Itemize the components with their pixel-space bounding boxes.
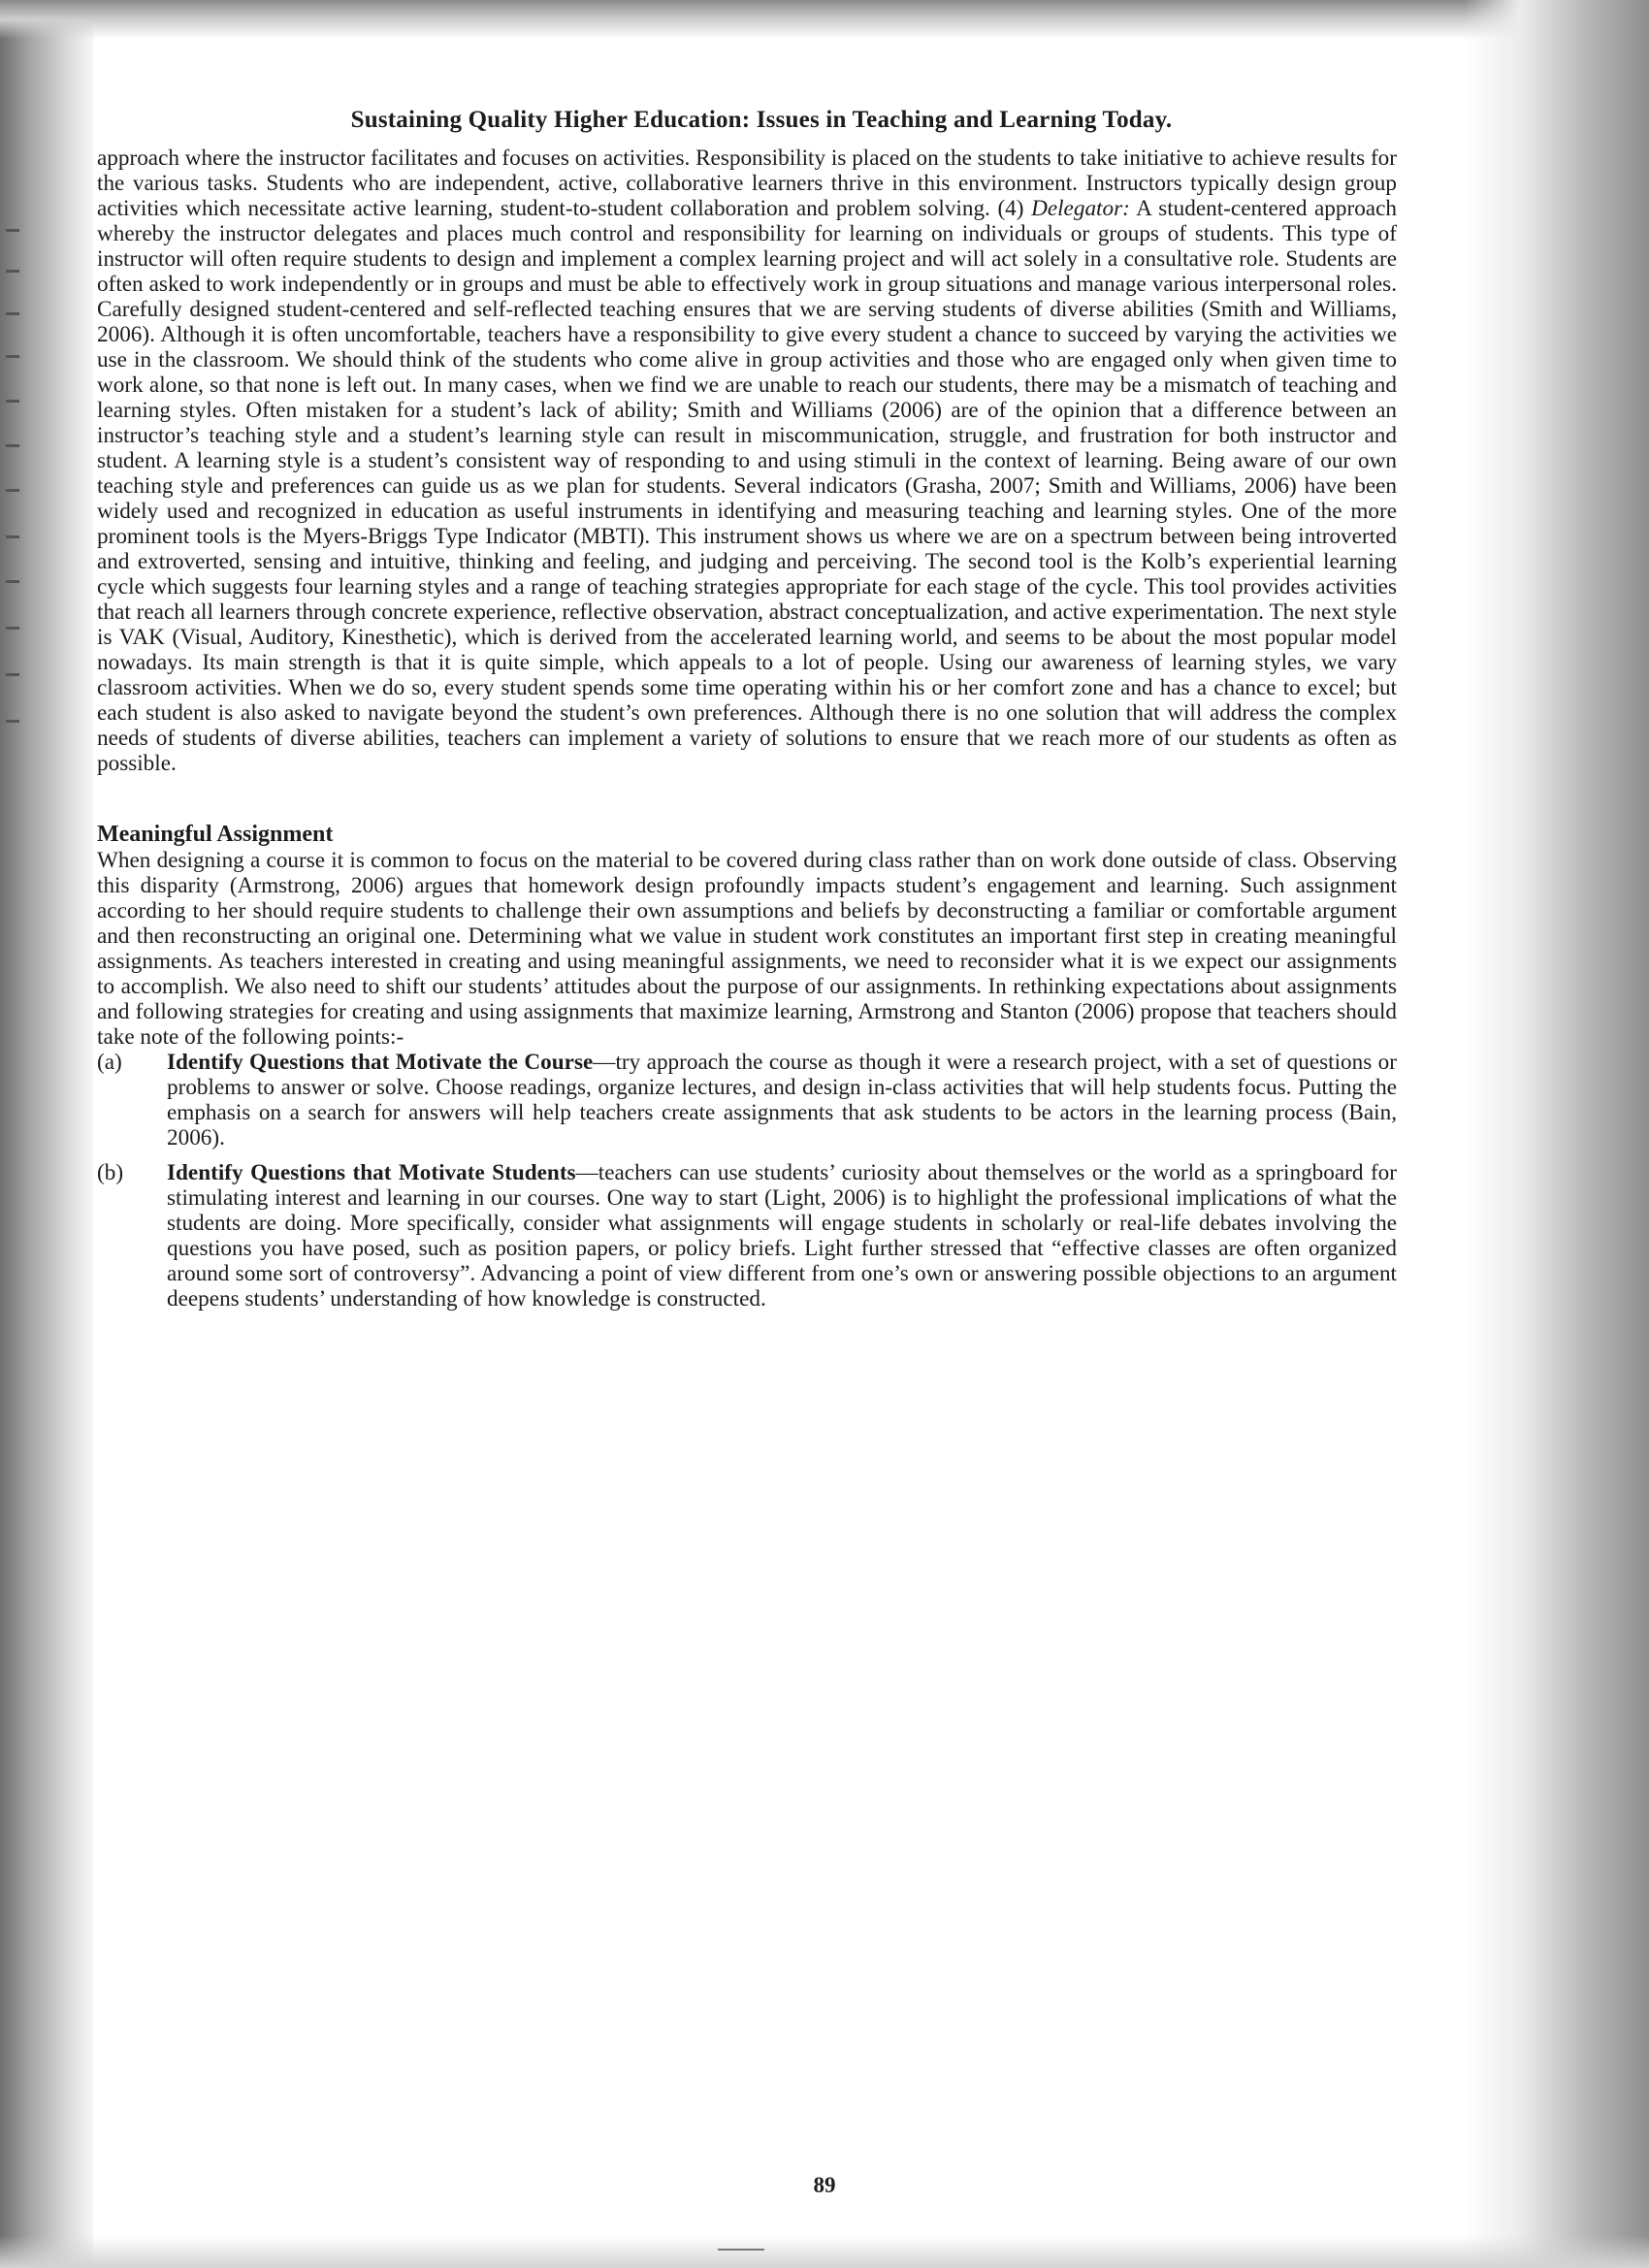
list-marker: (a) (97, 1050, 122, 1075)
margin-mark (6, 489, 19, 492)
list-item-lead: Identify Questions that Motivate Students (167, 1160, 576, 1185)
scan-shadow-bottom (0, 2235, 1649, 2268)
margin-mark (6, 270, 19, 273)
margin-mark (6, 580, 19, 583)
scan-shadow-left (0, 0, 93, 2268)
margin-mark (6, 720, 19, 723)
delegator-term: Delegator: (1031, 196, 1130, 221)
list-item-text: —try approach the course as though it were a research project, with a set of questions or problems to answer or solve. Choose readings, organize lectures, and design in-class activities that will help students focus. Putting the emphasis on a search for answers will help teachers create assignments that ask students to be actors in the learning process (Bain, 2006). (167, 1050, 1397, 1150)
margin-mark (6, 312, 19, 315)
body-paragraph-1 (97, 146, 1397, 776)
list-item-text: —teachers can use students’ curiosity about themselves or the world as a springboard for stimulating interest and learning in our courses. One way to start (Light, 2006) is to highlight the professional implications of what the students are doing. More specifically, consider what assignments will engage students in scholarly or real-life debates involving the questions you have posed, such as position papers, or policy briefs. Light further stressed that “effective classes are often organized around some sort of controversy”. Advancing a point of view different from one’s own or answering possible objections to an argument deepens students’ understanding of how knowledge is constructed. (167, 1160, 1397, 1312)
section-heading: Meaningful Assignment (97, 822, 334, 847)
points-list (97, 1050, 1397, 1312)
list-item (97, 1050, 1397, 1150)
margin-mark (6, 355, 19, 358)
margin-mark (6, 229, 19, 232)
list-marker: (b) (97, 1160, 124, 1185)
margin-mark (6, 673, 19, 676)
margin-mark (6, 444, 19, 447)
list-item-lead: Identify Questions that Motivate the Course (167, 1050, 594, 1075)
body-paragraph-1-rest: A student-centered approach whereby the instructor delegates and places much control and responsibility for learning on individuals or groups of students. This type of instructor will often require students to design and implement a complex learning project and will act solely in a consultative role. Students are often asked to work independently or in groups and must be able to effectively work in group situations and manage various interpersonal roles. Carefully designed student-centered and self-reflected teaching ensures that we are serving students of diverse abilities (Smith and Williams, 2006). Although it is often uncomfortable, teachers have a responsibility to give every student a chance to succeed by varying the activities we use in the classroom. We should think of the students who come alive in group activities and those who are engaged only when given time to work alone, so that none is left out. In many cases, when we find we are unable to reach our students, there may be a mismatch of teaching and learning styles. Often mistaken for a student’s lack of ability; Smith and Williams (2006) are of the opinion that a difference between an instructor’s teaching style and a student’s learning style can result in miscommunication, struggle, and frustration for both instructor and student. A learning style is a student’s consistent way of responding to and using stimuli in the context of learning. Being aware of our own teaching style and preferences can guide us as we plan for students. Several indicators (Grasha, 2007; Smith and Williams, 2006) have been widely used and recognized in education as useful instruments in identifying and measuring teaching and learning styles. One of the more prominent tools is the Myers-Briggs Type Indicator (MBTI). This instrument shows us where we are on a spectrum between being introverted and extroverted, sensing and intuitive, thinking and feeling, and judging and perceiving. The second tool is the Kolb’s experiential learning cycle which suggests four learning styles and a range of teaching strategies appropriate for each stage of the cycle. This tool provides activities that reach all learners through concrete experience, reflective observation, abstract conceptualization, and active experimentation. The next style is VAK (Visual, Auditory, Kinesthetic), which is derived from the accelerated learning world, and seems to be about the most popular model nowadays. Its main strength is that it is quite simple, which appeals to a lot of people. Using our awareness of learning styles, we vary classroom activities. When we do so, every student spends some time operating within his or her comfort zone and has a chance to excel; but each student is also asked to navigate beyond the student’s own preferences. Although there is no one solution that will address the complex needs of students of diverse abilities, teachers can implement a variety of solutions to ensure that we reach more of our students as often as possible. (97, 196, 1397, 776)
list-item (97, 1160, 1397, 1312)
page-number: 89 (813, 2173, 836, 2197)
footer-rule (718, 2249, 764, 2251)
body-paragraph-1-start: approach where the instructor facilitates and focuses on activities. Responsibility is placed on the students to take initiative to achieve results for the various tasks. Students who are independent, active, collaborative learners thrive in this environment. Instructors typically design group activities which necessitate active learning, student-to-student collaboration and problem solving. (4) (97, 146, 1397, 221)
margin-mark (6, 535, 19, 538)
margin-mark (6, 627, 19, 630)
document-page (97, 107, 1397, 1321)
margin-mark (6, 400, 19, 403)
running-header: Sustaining Quality Higher Education: Issues in Teaching and Learning Today. (350, 107, 1173, 133)
body-paragraph-2: When designing a course it is common to focus on the material to be covered during class rather than on work done outside of class. Observing this disparity (Armstrong, 2006) argues that homework design profoundly impacts student’s engagement and learning. Such assignment according to her should require students to challenge their own assumptions and beliefs by deconstructing a familiar or comfortable argument and then reconstructing an original one. Determining what we value in student work constitutes an important first step in creating meaningful assignments. As teachers interested in creating and using meaningful assignments, we need to reconsider what it is we expect our assignments to accomplish. We also need to shift our students’ attitudes about the purpose of our assignments. In rethinking expectations about assignments and following strategies for creating and using assignments that maximize learning, Armstrong and Stanton (2006) propose that teachers should take note of the following points:- (97, 848, 1397, 1050)
scan-shadow-top (0, 0, 1649, 39)
scan-shadow-right (1465, 0, 1649, 2268)
